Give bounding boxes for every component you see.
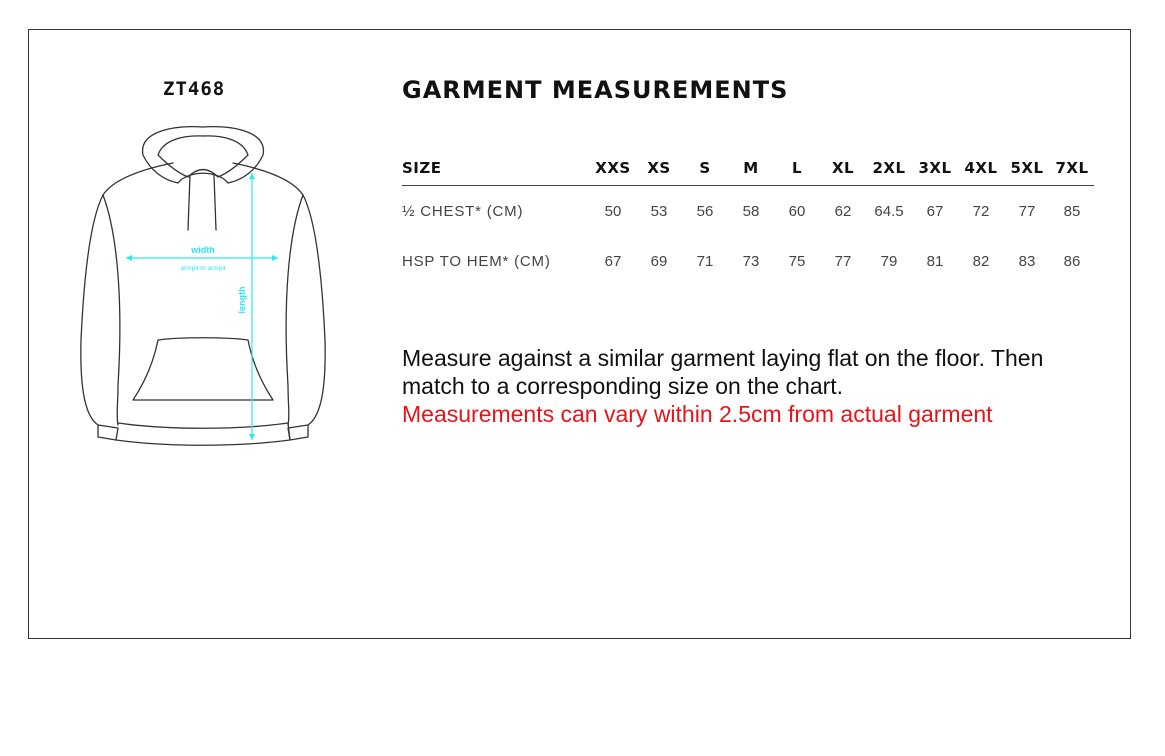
table-cell: 85	[1063, 202, 1081, 220]
size-col-header: XXS	[590, 150, 636, 186]
length-label: length	[237, 286, 247, 314]
table-cell: 77	[834, 252, 852, 270]
table-cell: 56	[696, 202, 714, 220]
table-cell: 53	[650, 202, 668, 220]
table-cell: 73	[742, 252, 760, 270]
size-col-header: 5XL	[1004, 150, 1050, 186]
table-cell: 86	[1063, 252, 1081, 270]
page-title: GARMENT MEASUREMENTS	[402, 76, 789, 104]
table-cell: 64.5	[874, 202, 904, 220]
hoodie-diagram	[78, 125, 328, 450]
table-cell: 83	[1018, 252, 1036, 270]
width-sub-label: armpit to armpit	[180, 265, 226, 272]
note-line-1: Measure against a similar garment laying flat on the floor. Then	[402, 345, 1044, 371]
size-col-header: M	[728, 150, 774, 186]
table-cell: 60	[788, 202, 806, 220]
size-col-header: 4XL	[958, 150, 1004, 186]
size-header: SIZE	[402, 150, 590, 186]
table-cell: 67	[604, 252, 622, 270]
size-col-header: S	[682, 150, 728, 186]
size-col-header: 3XL	[912, 150, 958, 186]
product-code: ZT468	[163, 78, 226, 100]
row-label: ½ CHEST* (CM)	[402, 202, 524, 220]
table-row-length	[402, 236, 1094, 286]
table-row-chest	[402, 186, 1094, 237]
table-cell: 62	[834, 202, 852, 220]
width-measure-line	[126, 255, 278, 261]
table-cell: 67	[926, 202, 944, 220]
size-col-header: 2XL	[866, 150, 912, 186]
table-cell: 77	[1018, 202, 1036, 220]
table-cell: 69	[650, 252, 668, 270]
table-cell: 71	[696, 252, 714, 270]
table-cell: 50	[604, 202, 622, 220]
size-col-header: XS	[636, 150, 682, 186]
size-header-row	[402, 150, 1094, 186]
width-label: width	[191, 245, 215, 255]
size-col-header: L	[774, 150, 820, 186]
table-cell: 72	[972, 202, 990, 220]
note-line-2: match to a corresponding size on the chart.	[402, 373, 844, 399]
table-cell: 81	[926, 252, 944, 270]
table-cell: 82	[972, 252, 990, 270]
table-cell: 58	[742, 202, 760, 220]
measurement-note	[402, 344, 1132, 428]
note-warning: Measurements can vary within 2.5cm from actual garment	[402, 401, 993, 427]
row-label: HSP TO HEM* (CM)	[402, 252, 551, 270]
table-cell: 79	[880, 252, 898, 270]
size-col-header: XL	[820, 150, 866, 186]
table-cell: 75	[788, 252, 806, 270]
size-col-header: 7XL	[1050, 150, 1094, 186]
size-chart-table	[402, 150, 1094, 286]
